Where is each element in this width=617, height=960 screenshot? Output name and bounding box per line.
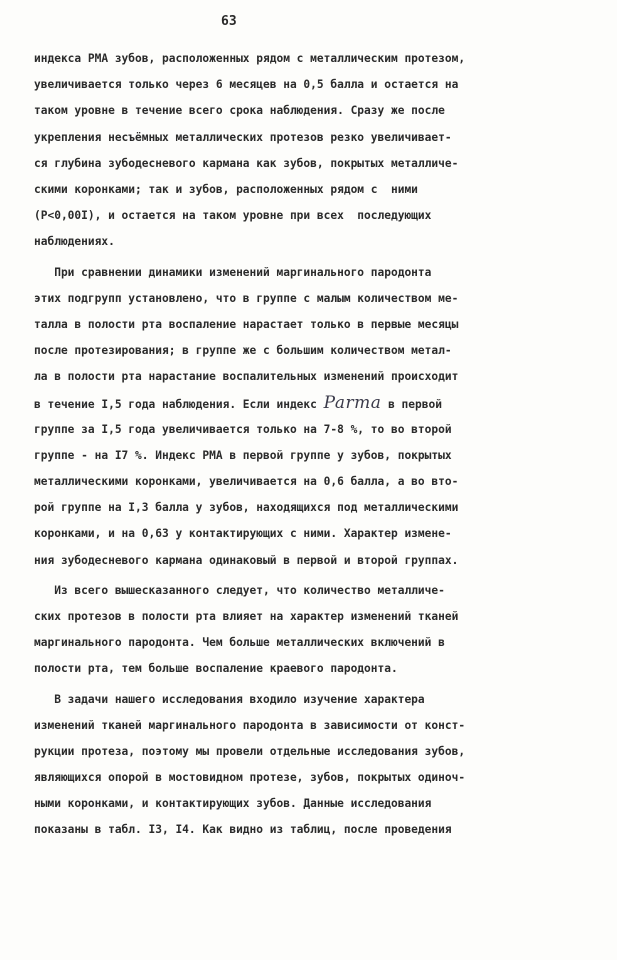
text-line: увеличивается только через 6 месяцев на 0,5 балла и остается на — [34, 78, 459, 92]
text-line-with-handwriting — [34, 390, 594, 416]
paragraph-2 — [34, 260, 594, 574]
paragraph-4 — [34, 687, 594, 844]
text-line: металлическими коронками, увеличивается на 0,6 балла, а во вто- — [34, 475, 459, 488]
text-line-end: в первой — [381, 398, 442, 412]
text-line: индекса РМА зубов, расположенных рядом с металлическим протезом, — [34, 52, 466, 65]
text-line: после протезирования; в группе же с большим количеством метал- — [34, 344, 452, 358]
text-line: таком уровне в течение всего срока наблюдения. Сразу же после — [34, 104, 445, 118]
text-line: В задачи нашего исследования входило изучение характера — [34, 692, 425, 706]
text-line: талла в полости рта воспаление нарастает только в первые месяцы — [34, 317, 459, 331]
text-line: скими коронками; так и зубов, расположенных рядом с ними — [34, 182, 418, 196]
text-line: При сравнении динамики изменений маргинального пародонта — [34, 265, 432, 279]
text-line-start: в течение I,5 года наблюдения. Если индекс — [34, 398, 317, 412]
text-line: коронками, и на 0,63 у контактирующих с ними. Характер измене- — [34, 527, 452, 541]
text-line: Из всего вышесказанного следует, что количество металличе- — [34, 583, 445, 597]
text-line: группе за I,5 года увеличивается только на 7-8 %, то во второй — [34, 422, 452, 436]
text-line: ся глубина зубодесневого кармана как зубов, покрытых металличе- — [34, 156, 459, 170]
text-line: ских протезов в полости рта влияет на характер изменений тканей — [34, 609, 459, 623]
text-line: рой группе на I,3 балла у зубов, находящихся под металлическими — [34, 501, 459, 515]
handwritten-insert: Parma — [323, 393, 382, 414]
body-text — [34, 46, 594, 848]
text-line: этих подгрупп установлено, что в группе с малым количеством ме- — [34, 291, 459, 305]
text-line: ния зубодесневого кармана одинаковый в первой и второй группах. — [34, 553, 459, 567]
text-line: (Р<0,00I), и остается на таком уровне при всех последующих — [34, 209, 432, 223]
text-line: ными коронками, и контактирующих зубов. Данные исследования — [34, 797, 432, 811]
paragraph-3 — [34, 578, 594, 683]
text-line: являющихся опорой в мостовидном протезе, зубов, покрытых одиноч- — [34, 771, 466, 785]
paragraph-1 — [34, 46, 594, 256]
text-line: рукции протеза, поэтому мы провели отдельные исследования зубов, — [34, 744, 466, 758]
text-line: маргинального пародонта. Чем больше металлических включений в — [34, 636, 445, 650]
text-line: ла в полости рта нарастание воспалительных изменений происходит — [34, 370, 459, 384]
text-line: укрепления несъёмных металлических протезов резко увеличивает- — [34, 130, 452, 144]
text-line: показаны в табл. I3, I4. Как видно из таблиц, после проведения — [34, 823, 452, 837]
text-line: полости рта, тем больше воспаление краевого пародонта. — [34, 662, 398, 676]
page-number: 63 — [221, 14, 237, 29]
text-line: группе - на I7 %. Индекс РМА в первой группе у зубов, покрытых — [34, 448, 452, 462]
text-line: изменений тканей маргинального пародонта в зависимости от конст- — [34, 718, 466, 732]
text-line: наблюдениях. — [34, 235, 115, 249]
